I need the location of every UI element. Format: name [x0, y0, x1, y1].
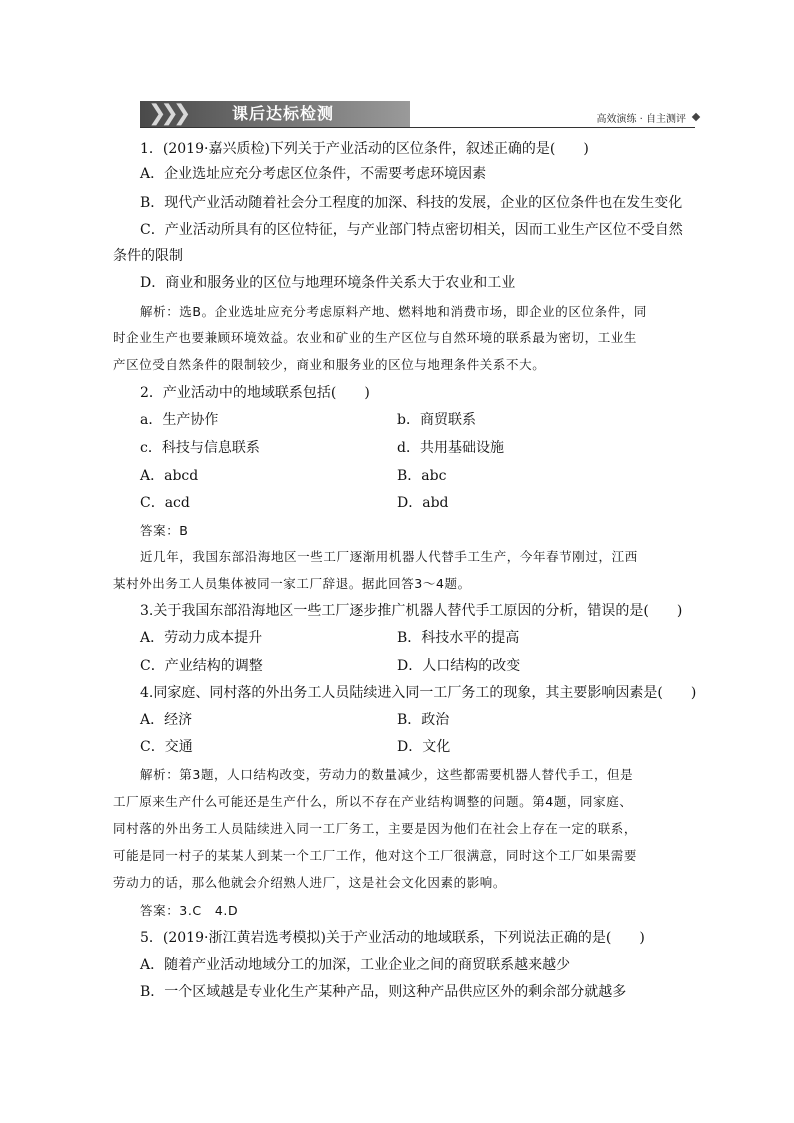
answer-text: 答案：3.C 4.D [140, 903, 239, 918]
option-text: D．商业和服务业的区位与地理环境条件关系大于农业和工业 [140, 275, 516, 291]
option-text: B．科技水平的提高 [397, 630, 520, 646]
passage-text: 某村外出务工人员集体被同一家工厂辞退。据此回答3～4题。 [113, 576, 471, 591]
option-text: D．人口结构的改变 [397, 658, 521, 674]
answer-text: 答案：B [140, 523, 189, 538]
explanation-text: 工厂原来生产什么可能还是生产什么，所以不存在产业结构调整的问题。第4题，同家庭、 [113, 794, 633, 809]
header-tag: 高效演练 · 自主测评 [596, 114, 686, 125]
explanation-text: 可能是同一村子的某某人到某一个工厂工作，他对这个工厂很满意，同时这个工厂如果需要 [113, 848, 638, 863]
option-text: C．交通 [140, 739, 193, 755]
option-text: A．abcd [140, 468, 199, 484]
question-1-stem: 1．(2019·嘉兴质检)下列关于产业活动的区位条件，叙述正确的是( ) [140, 141, 589, 157]
explanation-text: 解析：第3题，人口结构改变，劳动力的数量减少，这些都需要机器人替代手工，但是 [140, 767, 634, 782]
explanation-text: 解析：选B。企业选址应充分考虑原料产地、燃料地和消费市场，即企业的区位条件，同 [140, 304, 647, 319]
option-text: A．经济 [140, 712, 193, 728]
section-title: 课后达标检测 [232, 104, 335, 123]
passage-text: 近几年，我国东部沿海地区一些工厂逐渐用机器人代替手工生产，今年春节刚过，江西 [140, 549, 638, 564]
option-text: C．产业结构的调整 [140, 658, 263, 674]
option-text: b．商贸联系 [397, 412, 476, 428]
option-text: 条件的限制 [113, 248, 183, 264]
option-text: D．abd [397, 495, 449, 511]
question-3-stem: 3.关于我国东部沿海地区一些工厂逐步推广机器人替代手工原因的分析，错误的是( ) [140, 603, 683, 619]
explanation-text: 劳动力的话，那么他就会介绍熟人进厂，这是社会文化因素的影响。 [113, 875, 507, 890]
question-2-stem: 2．产业活动中的地域联系包括( ) [140, 385, 370, 401]
chevron-right-icon: ❯❯❯ [148, 101, 186, 126]
diamond-icon [692, 113, 700, 121]
option-text: c．科技与信息联系 [140, 440, 260, 456]
option-text: B．政治 [397, 712, 450, 728]
option-text: B．现代产业活动随着社会分工程度的加深、科技的发展，企业的区位条件也在发生变化 [140, 195, 683, 211]
option-text: C．acd [140, 495, 190, 511]
option-text: B．一个区域越是专业化生产某种产品，则这种产品供应区外的剩余部分就越多 [140, 984, 627, 1000]
explanation-text: 产区位受自然条件的限制较少，商业和服务业的区位与地理条件关系不大。 [113, 357, 546, 372]
explanation-text: 同村落的外出务工人员陆续进入同一工厂务工，主要是因为他们在社会上存在一定的联系， [113, 821, 638, 836]
option-text: d．共用基础设施 [397, 440, 504, 456]
question-4-stem: 4.同家庭、同村落的外出务工人员陆续进入同一工厂务工的现象，其主要影响因素是( ) [140, 685, 697, 701]
option-text: a．生产协作 [140, 412, 219, 428]
header-rule [140, 127, 695, 128]
option-text: C．产业活动所具有的区位特征，与产业部门特点密切相关，因而工业生产区位不受自然 [140, 222, 683, 238]
option-text: A．随着产业活动地域分工的加深，工业企业之间的商贸联系越来越少 [140, 957, 571, 973]
option-text: D．文化 [397, 739, 451, 755]
option-text: B．abc [397, 468, 447, 484]
option-text: A．企业选址应充分考虑区位条件，不需要考虑环境因素 [140, 166, 487, 182]
question-5-stem: 5．(2019·浙江黄岩选考模拟)关于产业活动的地域联系，下列说法正确的是( ) [140, 930, 645, 946]
option-text: A．劳动力成本提升 [140, 630, 263, 646]
explanation-text: 时企业生产也要兼顾环境效益。农业和矿业的生产区位与自然环境的联系最为密切，工业生 [113, 330, 638, 345]
